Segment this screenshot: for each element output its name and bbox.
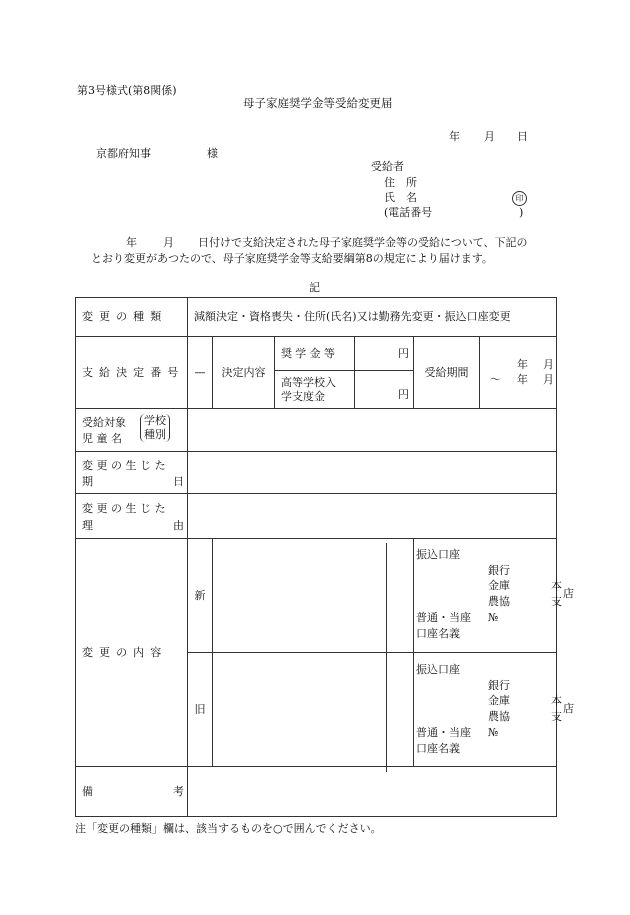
change-reason-field[interactable] xyxy=(188,494,557,539)
body-month-label: 月 xyxy=(163,236,174,249)
remarks-label: 備 考 xyxy=(76,767,188,817)
addressee-name: 京都府知事 xyxy=(96,147,151,160)
applicant-label: 受給者 xyxy=(371,160,404,173)
change-date-label: 変更の生じた 期 日 xyxy=(76,452,188,494)
remarks-field[interactable] xyxy=(188,767,557,817)
hs-allowance-label: 高等学校入 学支度金 xyxy=(275,371,355,409)
date-year-label: 年 xyxy=(449,130,460,143)
form-table xyxy=(75,297,574,817)
period-value[interactable] xyxy=(480,337,557,409)
period-start-year: 年 xyxy=(517,358,528,371)
old-account-box[interactable]: 振込口座 銀行 金庫 農協 本 店 支 普通・当座 № 口座名義 xyxy=(414,653,557,767)
decision-content-label: 決定内容 xyxy=(213,337,275,409)
old-content-field[interactable] xyxy=(213,653,414,767)
child-name-field[interactable] xyxy=(188,409,557,452)
decision-number-dash: — xyxy=(188,337,213,409)
change-type-label: 変更の種類 xyxy=(76,298,188,337)
period-end-year: 年 xyxy=(517,373,528,386)
change-reason-label: 変更の生じた 理 由 xyxy=(76,494,188,539)
seal-mark: 印 xyxy=(512,191,527,206)
period-end-month: 月 xyxy=(543,373,554,386)
scholarship-yen-unit: 円 xyxy=(398,346,409,360)
body-year-label: 年 xyxy=(126,236,137,249)
phone-close-paren: ) xyxy=(519,206,524,219)
scholarship-label: 奨学金等 xyxy=(275,337,355,371)
change-content-label: 変更の内容 xyxy=(76,539,188,767)
change-date-field[interactable] xyxy=(188,452,557,494)
decision-number-label: 支給決定番号 xyxy=(76,337,188,409)
hs-yen-unit: 円 xyxy=(398,388,409,402)
period-wave: 〜 xyxy=(490,373,501,386)
new-content-field[interactable] xyxy=(213,539,414,653)
address-label: 住 所 xyxy=(384,176,417,189)
addressee-honorific: 様 xyxy=(207,147,218,160)
date-month-label: 月 xyxy=(484,130,495,143)
school-type-bracket: 学校 種別 xyxy=(140,414,170,442)
new-label: 新 xyxy=(188,539,213,653)
form-number: 第3号様式(第8関係) xyxy=(77,84,177,97)
period-label: 受給期間 xyxy=(414,337,480,409)
phone-label: (電話番号 xyxy=(384,206,433,219)
period-start-month: 月 xyxy=(543,358,554,371)
change-type-options[interactable]: 減額決定・資格喪失・住所(氏名)又は勤務先変更・振込口座変更 xyxy=(188,298,557,337)
ki-label: 記 xyxy=(309,281,320,294)
name-label: 氏 名 xyxy=(384,191,417,204)
hs-allowance-amount[interactable] xyxy=(355,371,414,409)
body-line2: とおり変更があつたので、母子家庭奨学金等支給要綱第8の規定により届けます。 xyxy=(91,252,493,265)
body-line1: 日付けで支給決定された母子家庭奨学金等の受給について、下記の xyxy=(198,236,528,249)
account-divider xyxy=(386,543,387,772)
footnote: 注「変更の種類」欄は、該当するものを○で囲んでください。 xyxy=(75,822,382,835)
scholarship-amount[interactable] xyxy=(355,337,414,371)
child-name-label: 受給対象 児 童 名 学校 種別 xyxy=(76,409,188,452)
date-day-label: 日 xyxy=(517,130,528,143)
page-title: 母子家庭奨学金等受給変更届 xyxy=(243,96,393,110)
old-label: 旧 xyxy=(188,653,213,767)
new-account-box[interactable]: 振込口座 銀行 金庫 農協 本 店 支 普通・当座 № 口座名義 xyxy=(414,539,557,653)
